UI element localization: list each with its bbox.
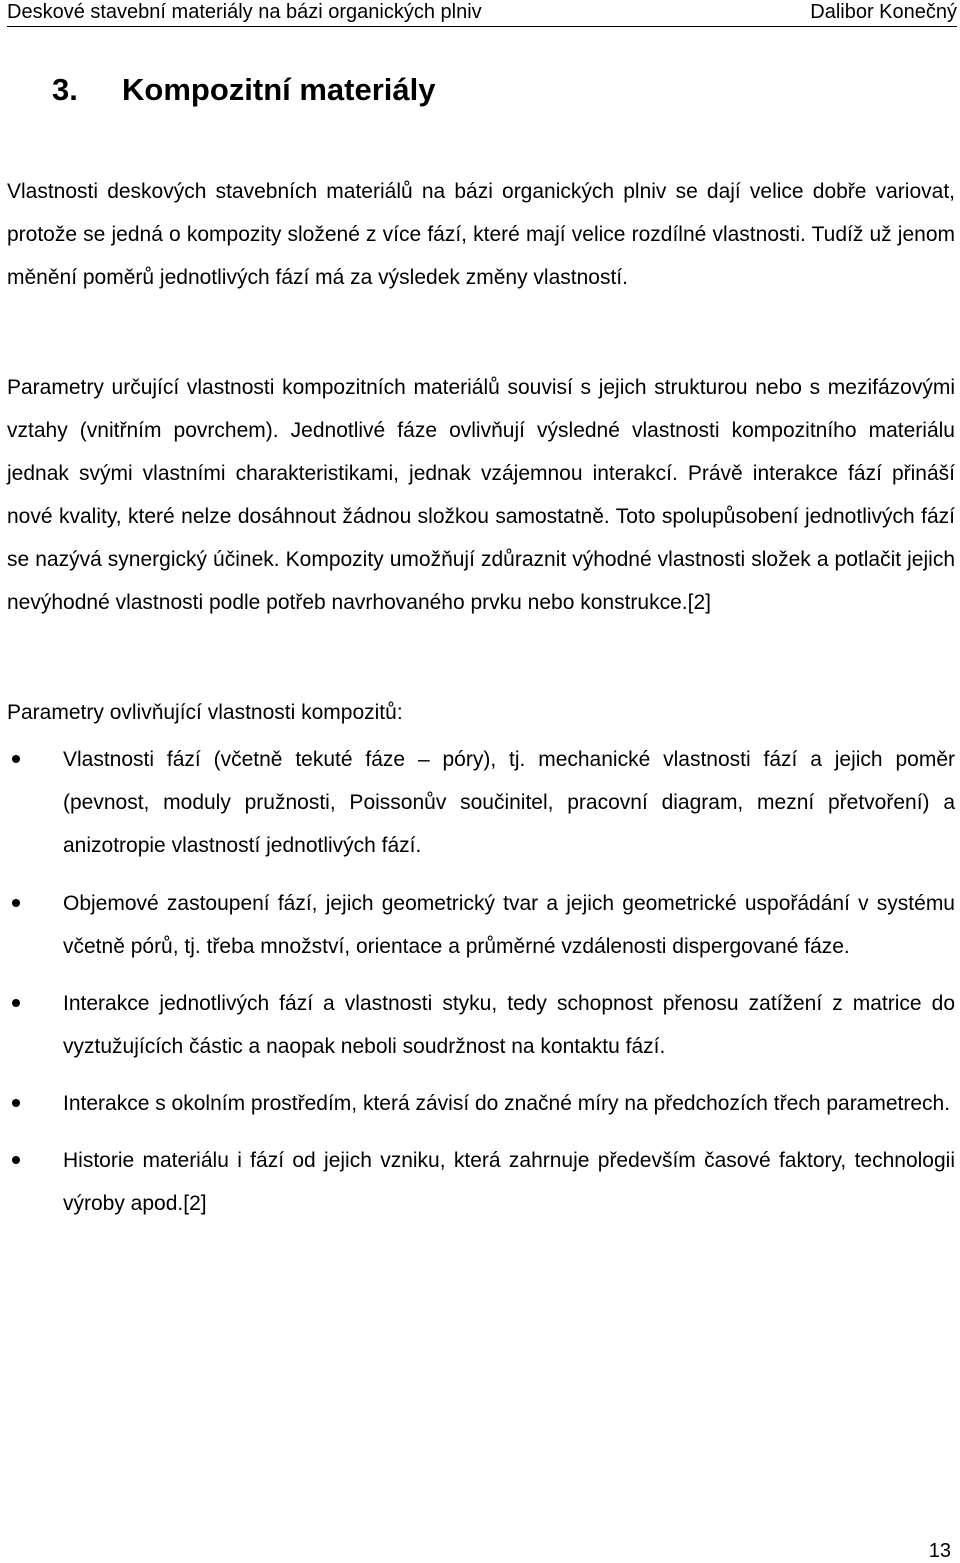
list-item <box>7 882 955 968</box>
section-heading <box>52 70 436 110</box>
section-title: Kompozitní materiály <box>122 72 436 107</box>
list-item-text: Historie materiálu i fází od jejich vzniku, která zahrnuje především časové faktory, technologii výroby apod.[2] <box>63 1149 955 1215</box>
list-item-text: Objemové zastoupení fází, jejich geometrický tvar a jejich geometrické uspořádání v systému včetně pórů, tj. třeba množství, orientace a průměrné vzdálenosti dispergované fáze. <box>63 892 955 958</box>
bullet-icon <box>12 999 20 1007</box>
section-number: 3. <box>52 72 78 107</box>
list-item <box>7 738 955 867</box>
parameter-list <box>7 738 955 1239</box>
list-item-text: Interakce jednotlivých fází a vlastnosti styku, tedy schopnost přenosu zatížení z matrice do vyztužujících částic a naopak neboli soudržnost na kontaktu fází. <box>63 992 955 1058</box>
bullet-icon <box>12 1156 20 1164</box>
list-item <box>7 1139 955 1225</box>
list-item <box>7 982 955 1068</box>
bullet-icon <box>12 755 20 763</box>
bullet-icon <box>12 899 20 907</box>
header-document-title: Deskové stavební materiály na bázi organických plniv <box>7 1 482 23</box>
header-author: Dalibor Konečný <box>810 1 957 23</box>
list-item-text: Interakce s okolním prostředím, která závisí do značné míry na předchozích třech parametrech. <box>63 1092 951 1115</box>
list-item <box>7 1082 955 1125</box>
paragraph-list-intro: Parametry ovlivňující vlastnosti kompozitů: <box>7 701 403 724</box>
list-item-text: Vlastnosti fází (včetně tekuté fáze – póry), tj. mechanické vlastnosti fází a jejich poměr (pevnost, moduly pružnosti, Poissonův součinitel, pracovní diagram, mezní přetvoření) a anizotropie vlastností jednotlivých fází. <box>63 748 955 857</box>
paragraph-parameters: Parametry určující vlastnosti kompozitních materiálů souvisí s jejich strukturou nebo s mezifázovými vztahy (vnitřním povrchem). Jednotlivé fáze ovlivňují výsledné vlastnosti kompozitního materiálu jednak svými vlastními charakteristikami, jednak vzájemnou interakcí. Právě interakce fází přináší nové kvality, které nelze dosáhnout žádnou složkou samostatně. Toto spolupůsobení jednotlivých fází se nazývá synergický účinek. Kompozity umožňují zdůraznit výhodné vlastnosti složek a potlačit jejich nevýhodné vlastnosti podle potřeb navrhovaného prvku nebo konstrukce.[2] <box>7 376 955 614</box>
bullet-icon <box>12 1099 20 1107</box>
paragraph-intro: Vlastnosti deskových stavebních materiálů na bázi organických plniv se dají velice dobře variovat, protože se jedná o kompozity složené z více fází, které mají velice rozdílné vlastnosti. Tudíž už jenom měnění poměrů jednotlivých fází má za výsledek změny vlastností. <box>7 180 955 289</box>
page-number: 13 <box>928 1540 951 1562</box>
page-header <box>7 0 957 27</box>
